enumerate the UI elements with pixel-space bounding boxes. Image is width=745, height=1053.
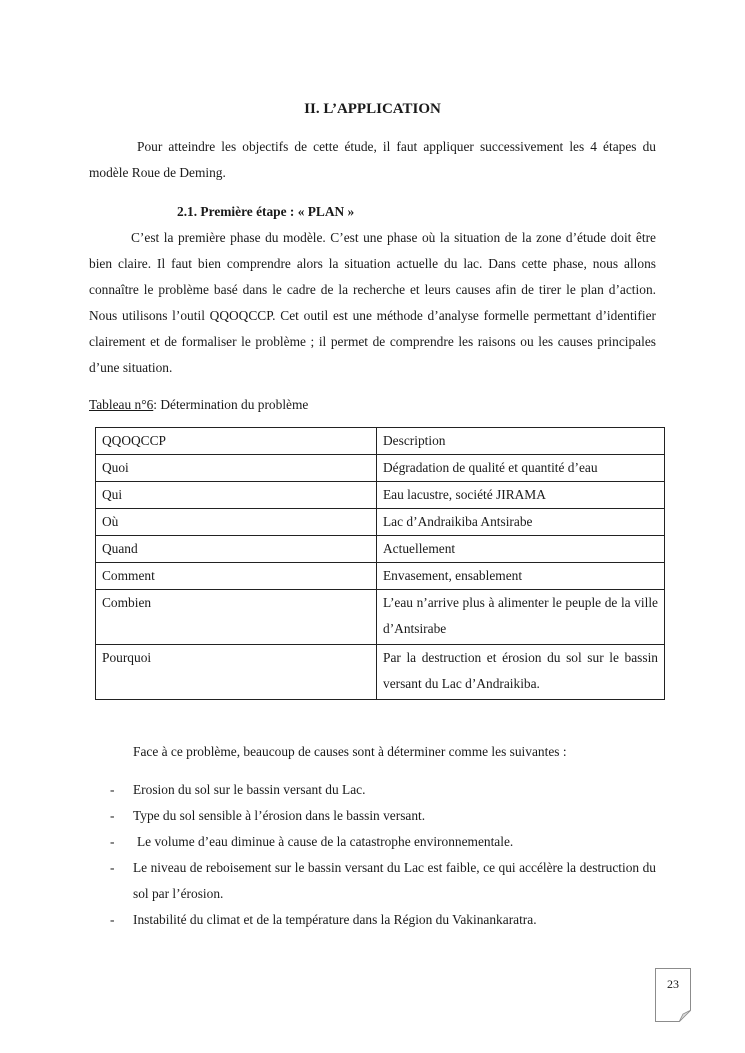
causes-list — [110, 777, 656, 933]
table-cell-description: Envasement, ensablement — [377, 563, 665, 590]
list-item-text: Erosion du sol sur le bassin versant du Lac. — [133, 782, 366, 797]
table-cell-description: Lac d’Andraikiba Antsirabe — [377, 509, 665, 536]
table-caption-text: : Détermination du problème — [153, 397, 309, 412]
table-cell-question: Pourquoi — [96, 645, 377, 700]
plan-paragraph: C’est la première phase du modèle. C’est une phase où la situation de la zone d’étude doit être bien claire. Il faut bien comprendre alors la situation actuelle du lac. Dans cette phase, nous allons connaître le problème basé dans le cadre de la recherche et leurs causes afin de tirer le plan d’action. Nous utilisons l’outil QQOQCCP. Cet outil est une méthode d’analyse formelle permettant d’identifier clairement et de formaliser le problème ; il permet de comprendre les raisons ou les causes principales d’une situation. — [89, 230, 656, 375]
table-cell-question: Quoi — [96, 455, 377, 482]
causes-intro: Face à ce problème, beaucoup de causes sont à déterminer comme les suivantes : — [133, 744, 567, 759]
bullet-dash: - — [110, 834, 115, 849]
list-item — [110, 829, 656, 855]
table-row — [96, 590, 665, 645]
table-cell-question: Comment — [96, 563, 377, 590]
table-cell-description: L’eau n’arrive plus à alimenter le peuple de la ville d’Antsirabe — [377, 590, 665, 645]
bullet-dash: - — [110, 782, 115, 797]
list-item — [110, 907, 656, 933]
table-row — [96, 645, 665, 700]
table-row — [96, 455, 665, 482]
list-item-text: Le niveau de reboisement sur le bassin versant du Lac est faible, ce qui accélère la destruction du sol par l’érosion. — [133, 860, 656, 901]
bullet-dash: - — [110, 860, 115, 875]
table-caption-label: Tableau n°6 — [89, 397, 154, 412]
intro-paragraph: Pour atteindre les objectifs de cette étude, il faut appliquer successivement les 4 étapes du modèle Roue de Deming. — [89, 139, 656, 180]
table-header-row — [96, 428, 665, 455]
list-item — [110, 855, 656, 907]
bullet-dash: - — [110, 808, 115, 823]
table-cell-description: Dégradation de qualité et quantité d’eau — [377, 455, 665, 482]
table-header-cell: Description — [377, 428, 665, 455]
table-cell-description: Eau lacustre, société JIRAMA — [377, 482, 665, 509]
table-header-cell: QQOQCCP — [96, 428, 377, 455]
table-row — [96, 482, 665, 509]
table-cell-description: Par la destruction et érosion du sol sur le bassin versant du Lac d’Andraikiba. — [377, 645, 665, 700]
page-number-box — [655, 968, 691, 1022]
page-number: 23 — [667, 977, 679, 991]
table-caption — [89, 393, 308, 417]
table-cell-question: Qui — [96, 482, 377, 509]
table-cell-question: Quand — [96, 536, 377, 563]
page-curl-icon — [679, 1010, 691, 1022]
table-row — [96, 563, 665, 590]
table-row — [96, 536, 665, 563]
table-cell-question: Où — [96, 509, 377, 536]
list-item-text: Type du sol sensible à l’érosion dans le bassin versant. — [133, 808, 426, 823]
list-item-text: Le volume d’eau diminue à cause de la catastrophe environnementale. — [137, 834, 514, 849]
section-title: II. L’APPLICATION — [304, 101, 441, 117]
subheading-plan: 2.1. Première étape : « PLAN » — [177, 204, 355, 219]
list-item-text: Instabilité du climat et de la température dans la Région du Vakinankaratra. — [133, 912, 537, 927]
table-row — [96, 509, 665, 536]
list-item — [110, 777, 656, 803]
table-cell-description: Actuellement — [377, 536, 665, 563]
bullet-dash: - — [110, 912, 115, 927]
list-item — [110, 803, 656, 829]
table-cell-question: Combien — [96, 590, 377, 645]
qqoqccp-table — [95, 427, 665, 700]
